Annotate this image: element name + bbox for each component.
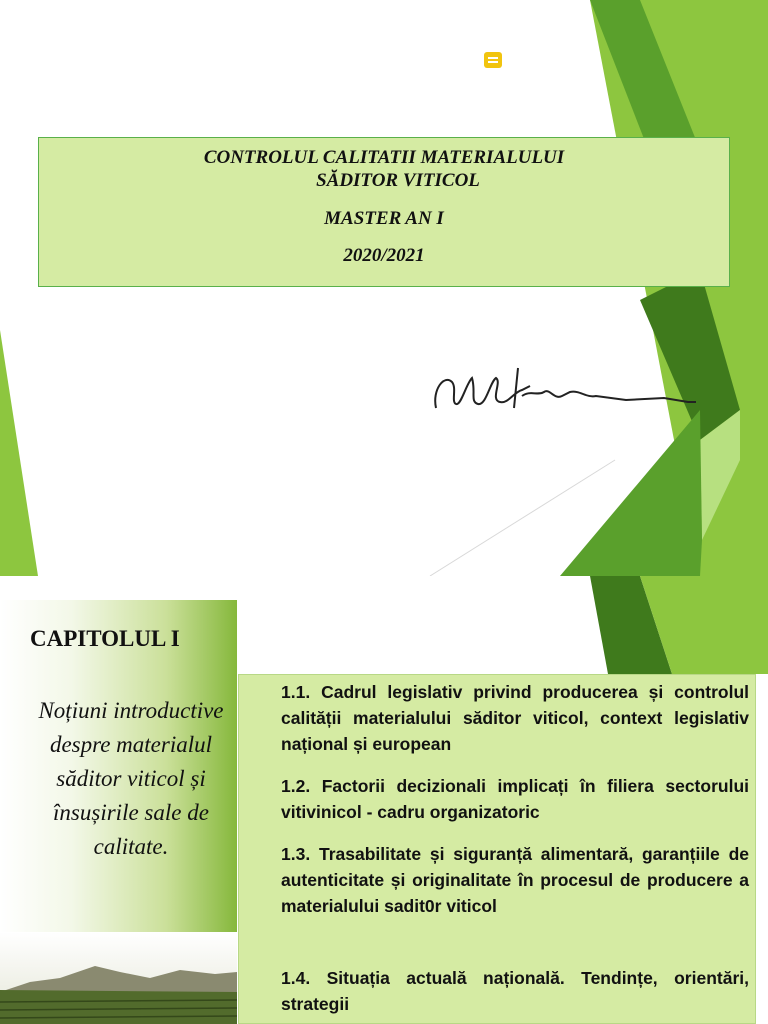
- contents-item-1-4: 1.4. Situația actuală națională. Tendințe, orientări, strategii: [281, 968, 749, 1014]
- program-label: MASTER AN I: [324, 208, 444, 229]
- signature: [430, 360, 700, 420]
- chapter-title: CAPITOLUL I: [30, 626, 180, 651]
- comment-icon[interactable]: [484, 52, 502, 68]
- vineyard-landscape-image: [0, 932, 237, 1024]
- left-green-triangle: [0, 330, 38, 576]
- chapter-contents-box: [238, 674, 756, 1024]
- title-box: [38, 137, 730, 287]
- contents-item-1-3: 1.3. Trasabilitate și siguranță alimentară, garanțiile de autenticitate și originalitate în procesul de producere a materialului sadit0r viticol: [281, 844, 749, 916]
- bottom-green-triangle: [560, 410, 702, 576]
- course-title-line1: CONTROLUL CALITATII MATERIALULUI: [203, 147, 565, 168]
- chapter-slide: [0, 576, 768, 1024]
- chapter-description: Noțiuni introductive despre materialul săditor viticol și însușirile sale de calitate.: [38, 698, 224, 859]
- academic-year: 2020/2021: [343, 245, 425, 266]
- course-title-line2: SĂDITOR VITICOL: [316, 170, 480, 191]
- contents-item-1-2: 1.2. Factorii decizionali implicați în filiera sectorului vitivinicol - cadru organizatoric: [281, 776, 749, 822]
- chapter-panel: [0, 600, 237, 1024]
- contents-item-1-1: 1.1. Cadrul legislativ privind producerea și controlul calității materialului săditor viticol, context legislativ național și european: [281, 682, 749, 754]
